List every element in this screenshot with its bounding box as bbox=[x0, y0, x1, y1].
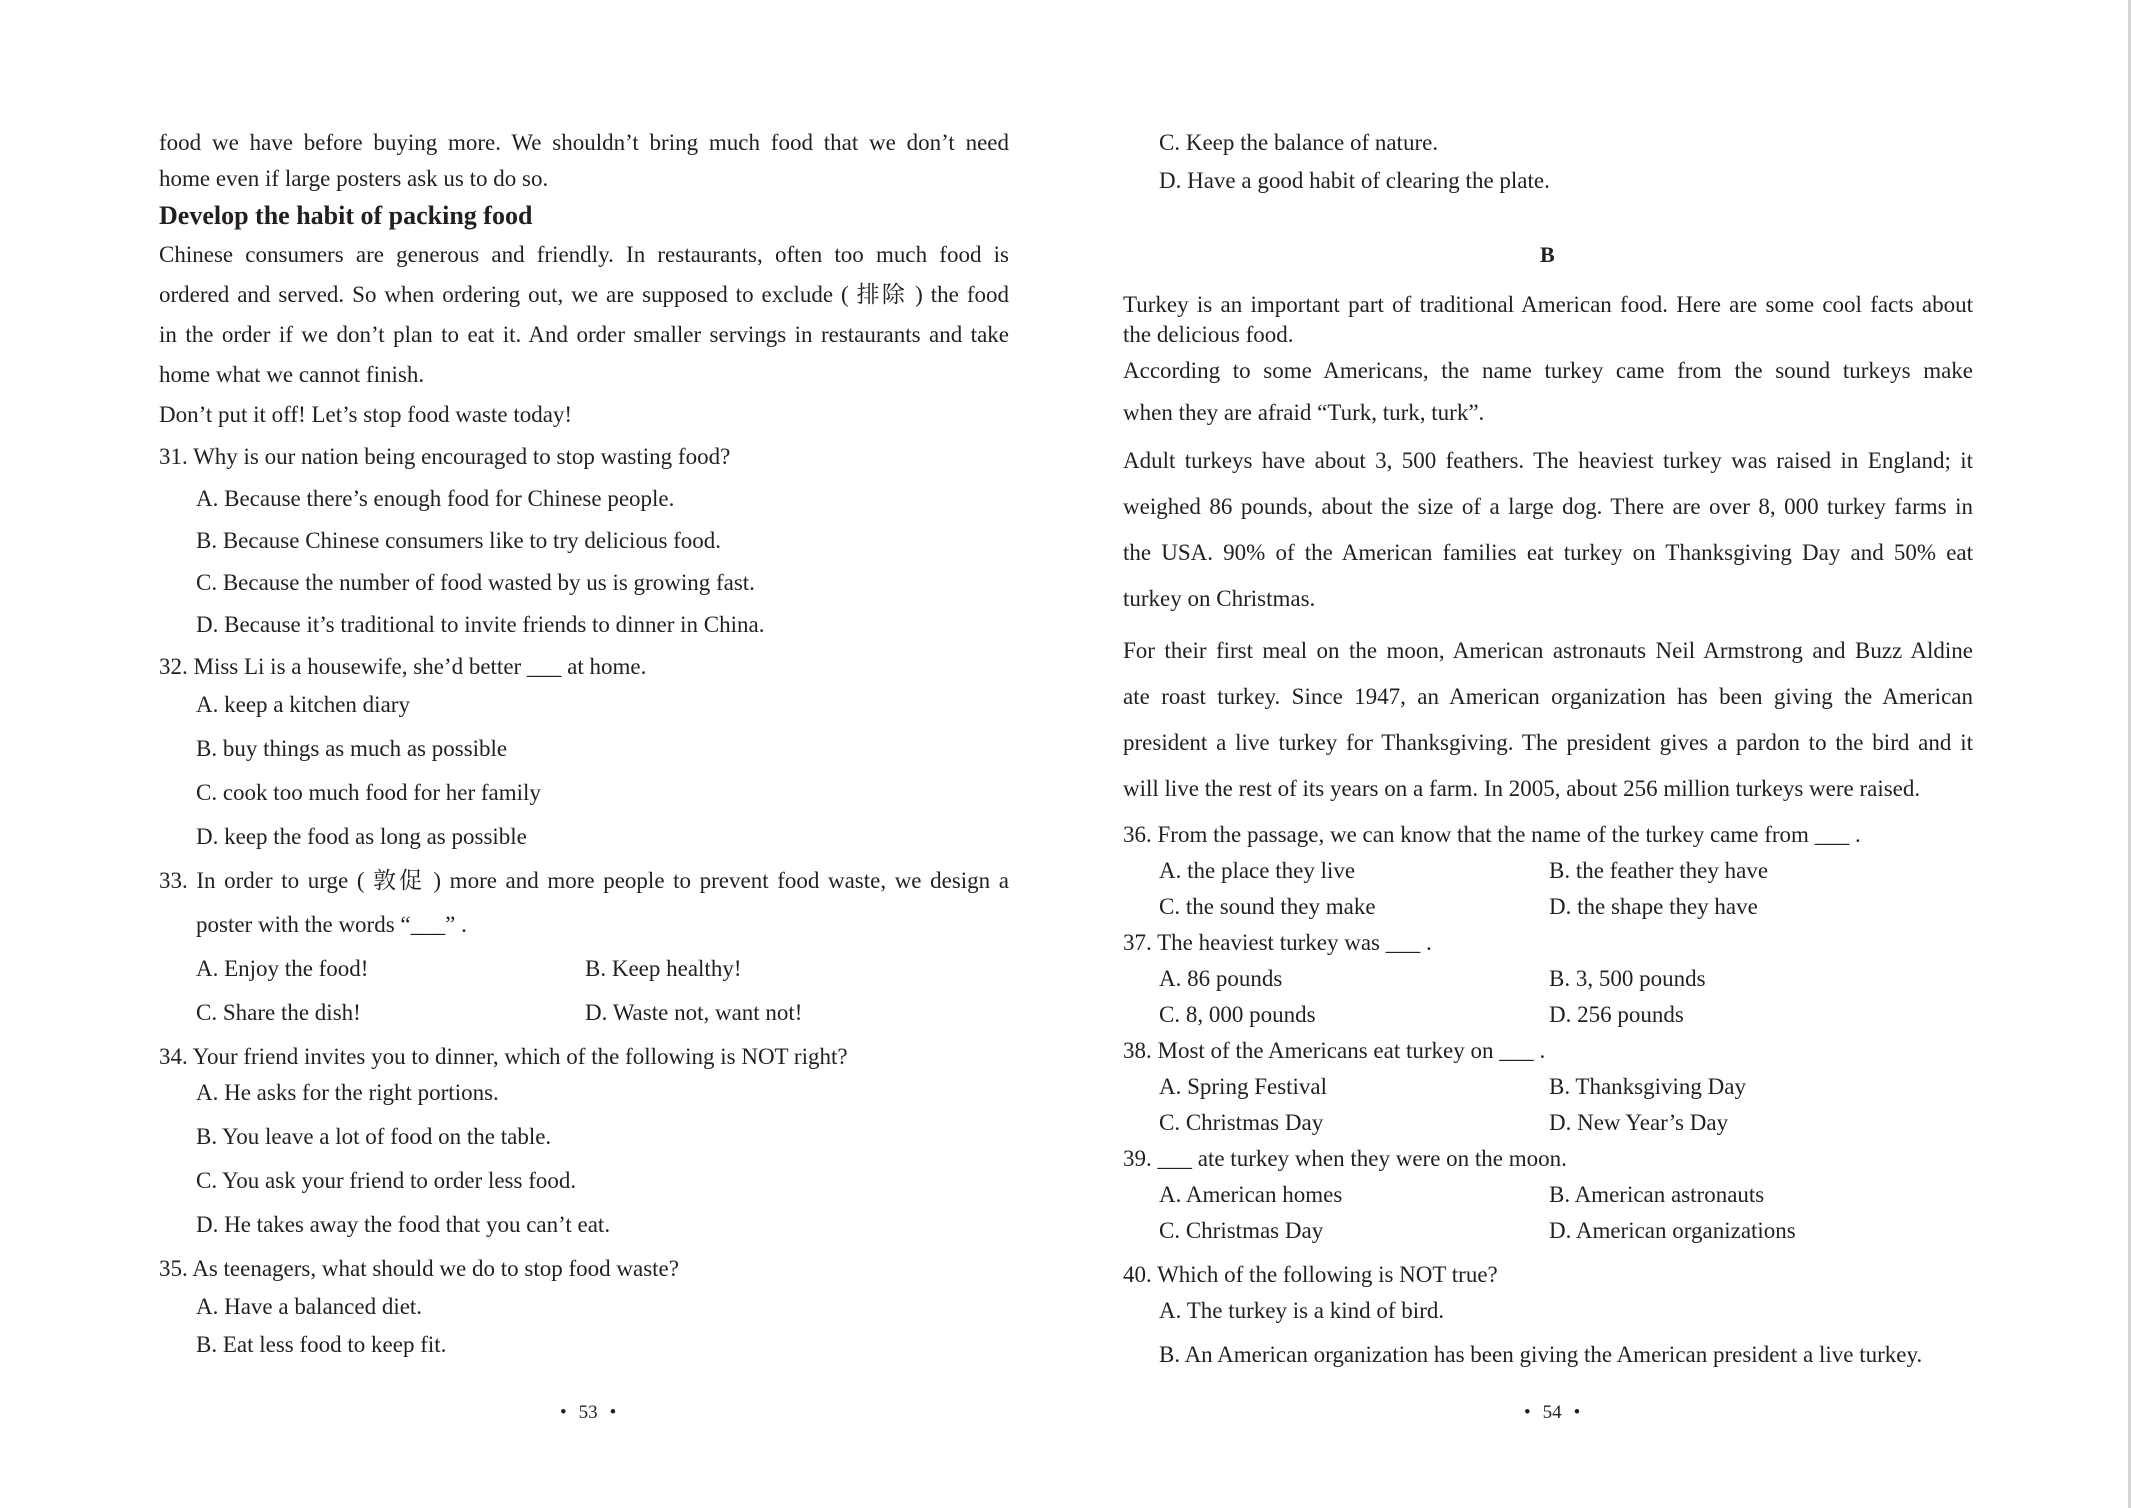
question-option: C. Because the number of food wasted by us is growing fast. bbox=[196, 570, 755, 595]
intro-line: the delicious food. bbox=[1123, 322, 1294, 347]
question-option: B. Thanksgiving Day bbox=[1549, 1074, 1746, 1099]
question-option: A. Enjoy the food! bbox=[196, 956, 369, 981]
question-option: D. New Year’s Day bbox=[1549, 1110, 1729, 1135]
question-stem: 32. Miss Li is a housewife, she’d better ___ at home. bbox=[159, 654, 647, 679]
question-stem: 37. The heaviest turkey was ___ . bbox=[1123, 930, 1432, 955]
bullet-dot: • bbox=[560, 1402, 567, 1423]
question-option: C. Keep the balance of nature. bbox=[1159, 130, 1439, 155]
question-stem: 31. Why is our nation being encouraged to stop wasting food? bbox=[159, 444, 731, 469]
body-line: home what we cannot finish. bbox=[159, 362, 425, 387]
question-option: B. the feather they have bbox=[1549, 858, 1769, 883]
question-option: D. the shape they have bbox=[1549, 894, 1758, 919]
question-stem: poster with the words “___” . bbox=[196, 912, 467, 937]
paragraph-line: when they are afraid “Turk, turk, turk”. bbox=[1123, 400, 1485, 425]
page-number-value: 53 bbox=[578, 1402, 598, 1423]
question-option: D. Because it’s traditional to invite friends to dinner in China. bbox=[196, 612, 765, 637]
question-option: C. cook too much food for her family bbox=[196, 780, 541, 805]
question-option: D. 256 pounds bbox=[1549, 1002, 1684, 1027]
question-option: A. American homes bbox=[1159, 1182, 1343, 1207]
question-option: B. American astronauts bbox=[1549, 1182, 1765, 1207]
page-number bbox=[548, 1402, 628, 1424]
paragraph-line: For their first meal on the moon, American astronauts Neil Armstrong and Buzz Aldine bbox=[1123, 638, 1973, 663]
question-option: B. 3, 500 pounds bbox=[1549, 966, 1706, 991]
question-option: D. keep the food as long as possible bbox=[196, 824, 527, 849]
question-option: B. You leave a lot of food on the table. bbox=[196, 1124, 552, 1149]
page-number bbox=[1512, 1402, 1592, 1424]
question-option: C. You ask your friend to order less food. bbox=[196, 1168, 577, 1193]
bullet-dot: • bbox=[1573, 1402, 1581, 1423]
page-number-value: 54 bbox=[1542, 1402, 1562, 1423]
question-option: B. Because Chinese consumers like to try delicious food. bbox=[196, 528, 722, 553]
question-option: C. Christmas Day bbox=[1159, 1218, 1324, 1243]
question-option: B. Keep healthy! bbox=[585, 956, 742, 981]
question-option: A. Have a balanced diet. bbox=[196, 1294, 423, 1319]
question-option: C. Christmas Day bbox=[1159, 1110, 1324, 1135]
intro-line: home even if large posters ask us to do so. bbox=[159, 166, 549, 191]
paragraph-line: weighed 86 pounds, about the size of a large dog. There are over 8, 000 turkey farms in bbox=[1123, 494, 1973, 519]
bullet-dot: • bbox=[1524, 1402, 1531, 1423]
paragraph-line: Adult turkeys have about 3, 500 feathers. The heaviest turkey was raised in England; it bbox=[1123, 448, 1973, 473]
question-option: D. American organizations bbox=[1549, 1218, 1796, 1243]
paragraph-line: ate roast turkey. Since 1947, an American organization has been giving the American bbox=[1123, 684, 1973, 709]
question-stem: 36. From the passage, we can know that the name of the turkey came from ___ . bbox=[1123, 822, 1861, 847]
question-option: A. The turkey is a kind of bird. bbox=[1159, 1298, 1445, 1323]
closing-line: Don’t put it off! Let’s stop food waste today! bbox=[159, 402, 573, 427]
paragraph-line: president a live turkey for Thanksgiving. The president gives a pardon to the bird and it bbox=[1123, 730, 1973, 755]
intro-line: food we have before buying more. We shouldn’t bring much food that we don’t need bbox=[159, 130, 1009, 155]
question-option: B. Eat less food to keep fit. bbox=[196, 1332, 447, 1357]
question-option: C. the sound they make bbox=[1159, 894, 1376, 919]
question-option: D. He takes away the food that you can’t eat. bbox=[196, 1212, 611, 1237]
question-option: A. Because there’s enough food for Chinese people. bbox=[196, 486, 675, 511]
question-stem: 33. In order to urge ( 敦促 ) more and more people to prevent food waste, we design a bbox=[159, 868, 1009, 893]
question-option: A. keep a kitchen diary bbox=[196, 692, 410, 717]
question-stem: 34. Your friend invites you to dinner, which of the following is NOT right? bbox=[159, 1044, 848, 1069]
section-label: B bbox=[1540, 242, 1555, 267]
question-stem: 35. As teenagers, what should we do to stop food waste? bbox=[159, 1256, 679, 1281]
paragraph-line: the USA. 90% of the American families eat turkey on Thanksgiving Day and 50% eat bbox=[1123, 540, 1973, 565]
question-option: D. Waste not, want not! bbox=[585, 1000, 803, 1025]
right-page bbox=[1065, 0, 2131, 1508]
question-option: A. He asks for the right portions. bbox=[196, 1080, 499, 1105]
section-heading: Develop the habit of packing food bbox=[159, 201, 533, 230]
body-line: in the order if we don’t plan to eat it. And order smaller servings in restaurants and take bbox=[159, 322, 1009, 347]
question-stem: 38. Most of the Americans eat turkey on ___ . bbox=[1123, 1038, 1546, 1063]
question-option: A. 86 pounds bbox=[1159, 966, 1283, 991]
paragraph-line: According to some Americans, the name turkey came from the sound turkeys make bbox=[1123, 358, 1973, 383]
question-option: A. Spring Festival bbox=[1159, 1074, 1328, 1099]
paragraph-line: turkey on Christmas. bbox=[1123, 586, 1316, 611]
intro-line: Turkey is an important part of traditional American food. Here are some cool facts about bbox=[1123, 292, 1973, 317]
question-option: C. 8, 000 pounds bbox=[1159, 1002, 1316, 1027]
question-stem: 40. Which of the following is NOT true? bbox=[1123, 1262, 1498, 1287]
bullet-dot: • bbox=[609, 1402, 617, 1423]
question-option: A. the place they live bbox=[1159, 858, 1356, 883]
body-line: Chinese consumers are generous and friendly. In restaurants, often too much food is bbox=[159, 242, 1009, 267]
question-option: B. buy things as much as possible bbox=[196, 736, 508, 761]
question-option: D. Have a good habit of clearing the plate. bbox=[1159, 168, 1550, 193]
body-line: ordered and served. So when ordering out, we are supposed to exclude ( 排除 ) the food bbox=[159, 282, 1009, 307]
question-stem: 39. ___ ate turkey when they were on the moon. bbox=[1123, 1146, 1567, 1171]
question-option: C. Share the dish! bbox=[196, 1000, 361, 1025]
paragraph-line: will live the rest of its years on a farm. In 2005, about 256 million turkeys were raised. bbox=[1123, 776, 1921, 801]
left-page bbox=[0, 0, 1065, 1508]
question-option: B. An American organization has been giving the American president a live turkey. bbox=[1159, 1342, 1923, 1367]
